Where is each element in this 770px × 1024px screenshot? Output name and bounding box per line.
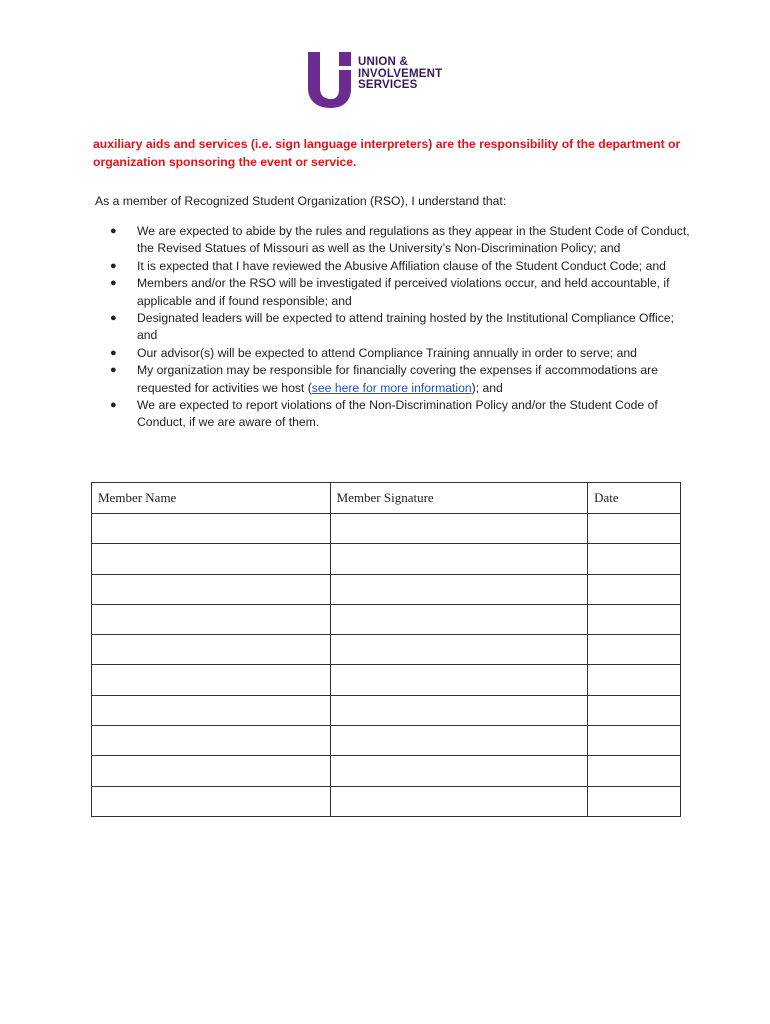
logo-line-2: INVOLVEMENT xyxy=(358,67,443,80)
member-signature-cell[interactable] xyxy=(330,604,588,634)
table-row xyxy=(92,635,681,665)
list-item-text: We are expected to abide by the rules and regulations as they appear in the Student Code of Conduct, the Revised Statues of Missouri as well as the University’s Non-Discrimination Policy; and xyxy=(137,224,690,256)
bullet-icon: ● xyxy=(110,259,117,272)
member-name-cell[interactable] xyxy=(92,756,331,786)
member-name-cell[interactable] xyxy=(92,574,331,604)
more-information-link[interactable]: see here for more information xyxy=(311,380,472,395)
date-cell[interactable] xyxy=(588,514,681,544)
bullet-icon: ● xyxy=(110,364,117,377)
bullet-icon: ● xyxy=(110,346,117,359)
logo-line-3: SERVICES xyxy=(358,79,418,91)
member-signature-cell[interactable] xyxy=(330,695,588,725)
member-signature-cell[interactable] xyxy=(330,786,588,816)
date-cell[interactable] xyxy=(588,756,681,786)
member-name-cell[interactable] xyxy=(92,726,331,756)
list-item xyxy=(110,258,690,275)
table-row xyxy=(92,514,681,544)
list-item-text-before: My organization may be responsible for financially covering the expenses if accommodations are requested for activities we host ( xyxy=(137,363,658,395)
list-item-text: Members and/or the RSO will be investigated if perceived violations occur, and held accountable, if applicable and if found responsible; and xyxy=(137,276,670,308)
header-member-signature: Member Signature xyxy=(330,483,588,514)
table-row xyxy=(92,604,681,634)
intro-statement: As a member of Recognized Student Organization (RSO), I understand that: xyxy=(95,194,507,208)
table-row xyxy=(92,665,681,695)
union-involvement-logo xyxy=(306,48,442,110)
table-row xyxy=(92,544,681,574)
date-cell[interactable] xyxy=(588,665,681,695)
list-item xyxy=(110,362,690,397)
date-cell[interactable] xyxy=(588,726,681,756)
table-body xyxy=(92,514,681,817)
bullet-icon: ● xyxy=(110,225,117,237)
header-member-name: Member Name xyxy=(92,483,331,514)
date-cell[interactable] xyxy=(588,604,681,634)
list-item-text: Our advisor(s) will be expected to attend Compliance Training annually in order to serve; and xyxy=(137,345,637,360)
table-row xyxy=(92,574,681,604)
member-signature-cell[interactable] xyxy=(330,544,588,574)
list-item-text: Designated leaders will be expected to attend training hosted by the Institutional Compliance Office; and xyxy=(137,311,675,343)
accommodation-notice: auxiliary aids and services (i.e. sign language interpreters) are the responsibility of the department or organization sponsoring the event or service. xyxy=(93,137,681,169)
member-signature-cell[interactable] xyxy=(330,756,588,786)
date-cell[interactable] xyxy=(588,635,681,665)
list-item xyxy=(110,223,690,258)
member-signature-cell[interactable] xyxy=(330,574,588,604)
table-header-row xyxy=(92,483,681,514)
date-cell[interactable] xyxy=(588,574,681,604)
list-item-text: It is expected that I have reviewed the Abusive Affiliation clause of the Student Conduct Code; and xyxy=(137,258,666,273)
header-date: Date xyxy=(588,483,681,514)
table-row xyxy=(92,726,681,756)
date-cell[interactable] xyxy=(588,544,681,574)
logo-line-1: UNION & xyxy=(358,56,408,68)
member-name-cell[interactable] xyxy=(92,786,331,816)
member-name-cell[interactable] xyxy=(92,695,331,725)
ui-logo-mark xyxy=(306,48,356,110)
bullet-icon: ● xyxy=(110,277,117,290)
table-row xyxy=(92,786,681,816)
member-signature-table xyxy=(91,482,681,817)
list-item xyxy=(110,345,690,362)
member-name-cell[interactable] xyxy=(92,604,331,634)
table-row xyxy=(92,695,681,725)
list-item xyxy=(110,310,690,345)
date-cell[interactable] xyxy=(588,695,681,725)
date-cell[interactable] xyxy=(588,786,681,816)
member-name-cell[interactable] xyxy=(92,665,331,695)
member-signature-cell[interactable] xyxy=(330,726,588,756)
bullet-icon: ● xyxy=(110,399,117,412)
bullet-icon: ● xyxy=(110,312,117,325)
member-name-cell[interactable] xyxy=(92,544,331,574)
list-item-text: We are expected to report violations of the Non-Discrimination Policy and/or the Student Code of Conduct, if we are aware of them. xyxy=(137,398,658,430)
member-signature-cell[interactable] xyxy=(330,514,588,544)
member-signature-cell[interactable] xyxy=(330,665,588,695)
member-signature-cell[interactable] xyxy=(330,635,588,665)
list-item-text-after: ); and xyxy=(471,380,503,395)
list-item xyxy=(110,275,690,310)
logo-wordmark xyxy=(358,57,442,92)
member-name-cell[interactable] xyxy=(92,514,331,544)
list-item xyxy=(110,397,690,432)
table-row xyxy=(92,756,681,786)
understanding-list xyxy=(110,223,690,432)
member-name-cell[interactable] xyxy=(92,635,331,665)
